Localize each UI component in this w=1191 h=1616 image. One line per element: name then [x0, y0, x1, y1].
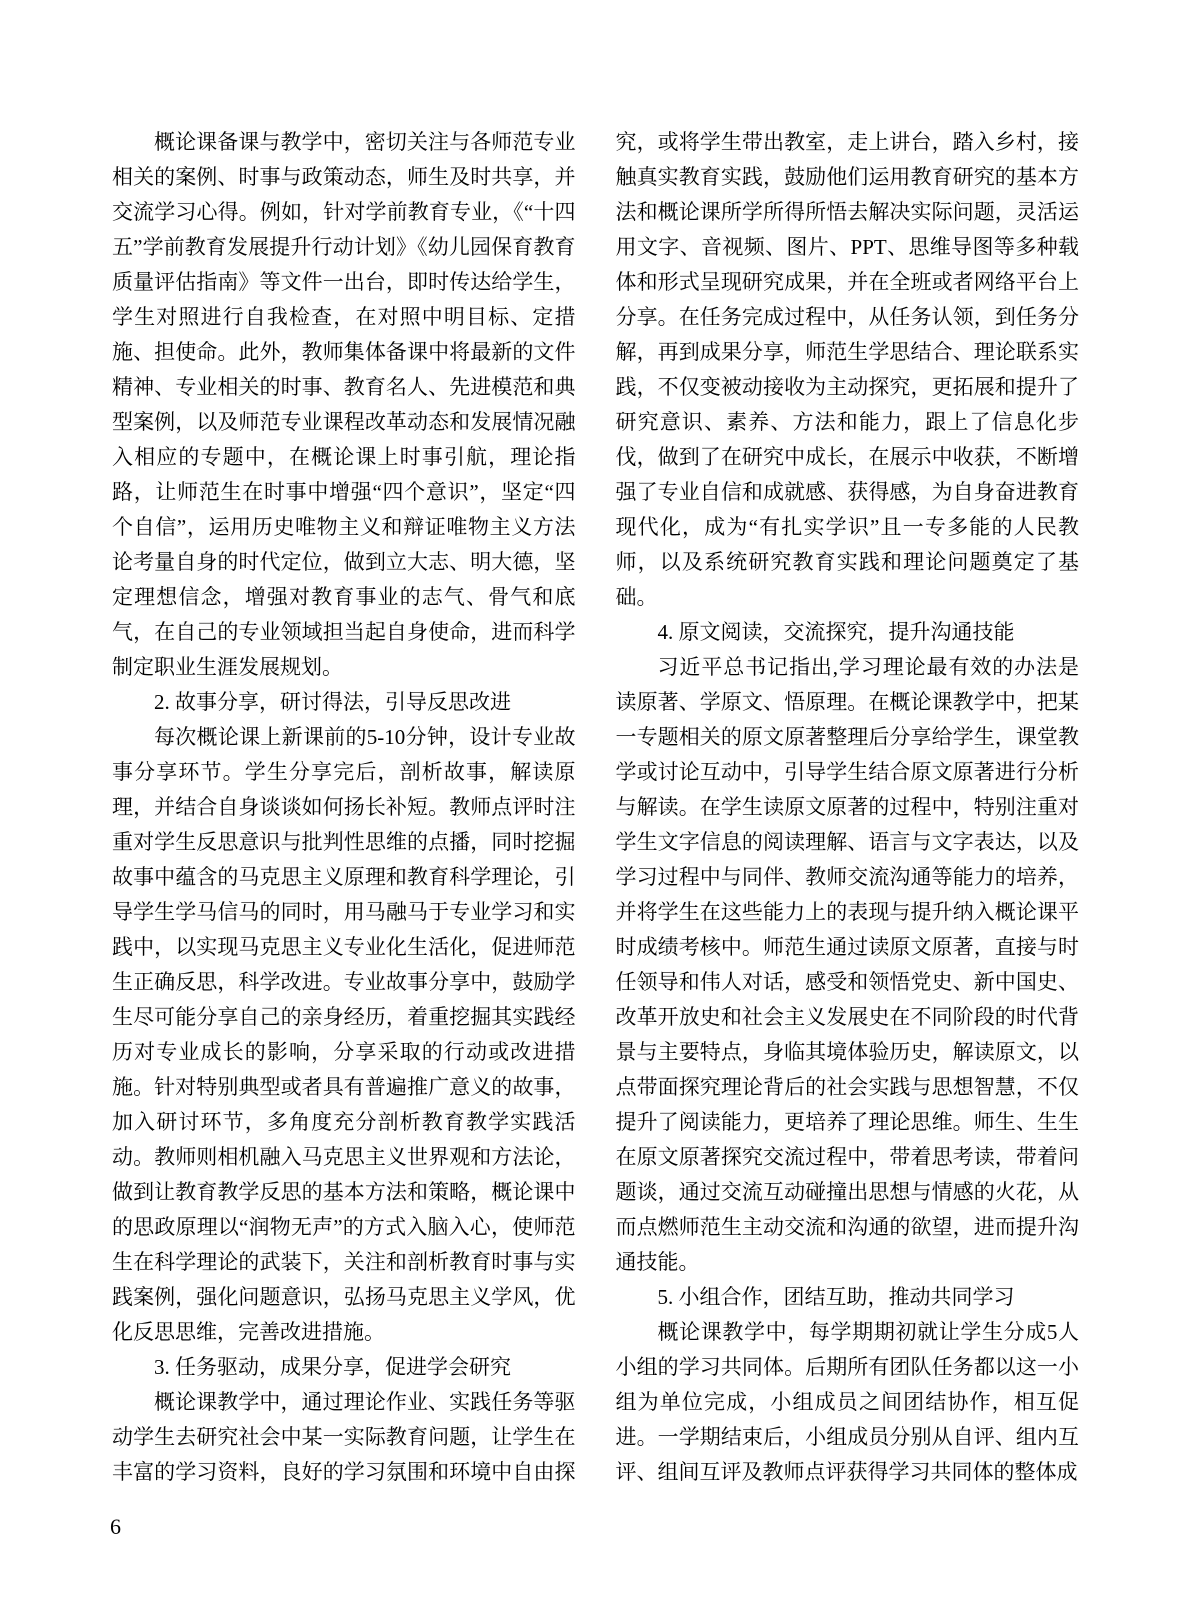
- page-number: 6: [110, 1514, 121, 1539]
- section-heading-5-group-cooperation: 5. 小组合作，团结互助，推动共同学习: [657, 1285, 1015, 1309]
- section-heading-2-story-sharing: 2. 故事分享，研讨得法，引导反思改进: [154, 690, 511, 714]
- article-body: [112, 125, 1079, 1495]
- paragraph-task-driven: 概论课教学中，通过理论作业、实践任务等驱动学生去研究社会中某一实际教育问题，让学生在丰富的学习资料，良好的学习氛围和环境中自由探究，或将学生带出教室，走上讲台，踏入乡村，接触真实教育实践，鼓励他们运用教育研究的基本方法和概论课所学所得所悟去解决实际问题，灵活运用文字、音视频、图片、PPT、思维导图等多种载体和形式呈现研究成果，并在全班或者网络平台上分享。在任务完成过程中，从任务认领，到任务分解，再到成果分享，师范生学思结合、理论联系实践，不仅变被动接收为主动探究，更拓展和提升了研究意识、素养、方法和能力，跟上了信息化步伐，做到了在研究中成长，在展示中收获，不断增强了专业自信和成就感、获得感，为自身奋进教育现代化，成为“有扎实学识”且一专多能的人民教师，以及系统研究教育实践和理论问题奠定了基础。: [112, 130, 1079, 1484]
- paragraph-group-cooperation: 概论课教学中，每学期期初就让学生分成5人小组的学习共同体。后期所有团队任务都以这一小组为单位完成，小组成员之间团结协作，相互促进。一学期结束后，小组成员分别从自评、组内互评、组间互评及教师点评获得学习共同体的整体成: [615, 1320, 1079, 1484]
- paragraph-original-text-reading: 习近平总书记指出,学习理论最有效的办法是读原著、学原文、悟原理。在概论课教学中，把某一专题相关的原文原著整理后分享给学生，课堂教学或讨论互动中，引导学生结合原文原著进行分析与解读。在学生读原文原著的过程中，特别注重对学生文字信息的阅读理解、语言与文字表达，以及学习过程中与同伴、教师交流沟通等能力的培养，并将学生在这些能力上的表现与提升纳入概论课平时成绩考核中。师范生通过读原文原著，直接与时任领导和伟人对话，感受和领悟党史、新中国史、改革开放史和社会主义发展史在不同阶段的时代背景与主要特点，身临其境体验历史，解读原文，以点带面探究理论背后的社会实践与思想智慧，不仅提升了阅读能力，更培养了理论思维。师生、生生在原文原著探究交流过程中，带着思考读，带着问题谈，通过交流互动碰撞出思想与情感的火花，从而点燃师范生主动交流和沟通的欲望，进而提升沟通技能。: [615, 655, 1079, 1274]
- section-heading-3-task-driven: 3. 任务驱动，成果分享，促进学会研究: [154, 1355, 511, 1379]
- section-heading-4-original-text-reading: 4. 原文阅读，交流探究，提升沟通技能: [657, 620, 1015, 644]
- paragraph-story-sharing: 每次概论课上新课前的5-10分钟，设计专业故事分享环节。学生分享完后，剖析故事，解读原理，并结合自身谈谈如何扬长补短。教师点评时注重对学生反思意识与批判性思维的点播，同时挖掘故事中蕴含的马克思主义原理和教育科学理论，引导学生学马信马的同时，用马融马于专业学习和实践中，以实现马克思主义专业化生活化，促进师范生正确反思，科学改进。专业故事分享中，鼓励学生尽可能分享自己的亲身经历，着重挖掘其实践经历对专业成长的影响，分享采取的行动或改进措施。针对特别典型或者具有普遍推广意义的故事，加入研讨环节，多角度充分剖析教育教学实践活动。教师则相机融入马克思主义世界观和方法论，做到让教育教学反思的基本方法和策略，概论课中的思政原理以“润物无声”的方式入脑入心，使师范生在科学理论的武装下，关注和剖析教育时事与实践案例，强化问题意识，弘扬马克思主义学风，优化反思思维，完善改进措施。: [112, 725, 576, 1344]
- paragraph-lesson-preparation: 概论课备课与教学中，密切关注与各师范专业相关的案例、时事与政策动态，师生及时共享，并交流学习心得。例如，针对学前教育专业，《“十四五”学前教育发展提升行动计划》《幼儿园保育教育质量评估指南》等文件一出台，即时传达给学生，学生对照进行自我检查，在对照中明目标、定措施、担使命。此外，教师集体备课中将最新的文件精神、专业相关的时事、教育名人、先进模范和典型案例，以及师范专业课程改革动态和发展情况融入相应的专题中，在概论课上时事引航，理论指路，让师范生在时事中增强“四个意识”，坚定“四个自信”，运用历史唯物主义和辩证唯物主义方法论考量自身的时代定位，做到立大志、明大德，坚定理想信念，增强对教育事业的志气、骨气和底气，在自己的专业领域担当起自身使命，进而科学制定职业生涯发展规划。: [112, 130, 576, 679]
